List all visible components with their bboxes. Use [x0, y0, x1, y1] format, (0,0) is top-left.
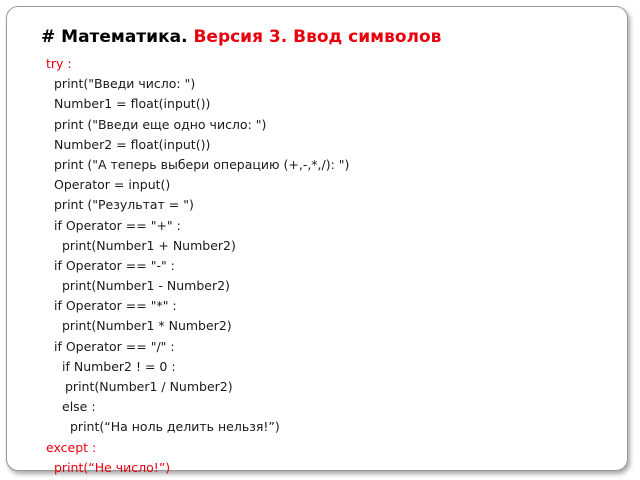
- title-prefix: # Математика.: [41, 27, 194, 47]
- code-line: if Operator == "/" :: [54, 338, 175, 354]
- code-line: if Operator == "+" :: [54, 217, 181, 233]
- code-line: if Operator == "-" :: [54, 257, 175, 273]
- code-line: print(Number1 - Number2): [62, 278, 230, 294]
- slide-title: [41, 27, 441, 47]
- code-line: print(“На ноль делить нельзя!”): [70, 419, 280, 435]
- code-line: Number1 = float(input()): [54, 96, 211, 112]
- slide-card: [6, 6, 628, 475]
- code-line: print("Введи число: "): [54, 76, 196, 92]
- code-line: print(Number1 * Number2): [62, 318, 232, 334]
- code-line: print ("Введи еще одно число: "): [54, 116, 267, 132]
- code-line: print(Number1 / Number2): [65, 379, 233, 394]
- code-block: [46, 54, 349, 478]
- code-line: print(Number1 + Number2): [62, 237, 236, 253]
- code-line: Number2 = float(input()): [54, 136, 211, 152]
- code-line-except: except :: [46, 439, 97, 455]
- code-line: else :: [62, 399, 96, 415]
- code-line: print(“Не число!”): [54, 459, 171, 475]
- code-line: if Number2 ! = 0 :: [62, 358, 176, 374]
- code-line-try: try :: [46, 56, 72, 71]
- code-line: Operator = input(): [54, 177, 171, 193]
- code-line: print ("Результат = "): [54, 197, 194, 213]
- code-line: print ("А теперь выбери операцию (+,-,*,/): "): [54, 156, 350, 172]
- title-highlight: Версия 3. Ввод символов: [193, 27, 442, 47]
- code-line: if Operator == "*" :: [54, 298, 177, 314]
